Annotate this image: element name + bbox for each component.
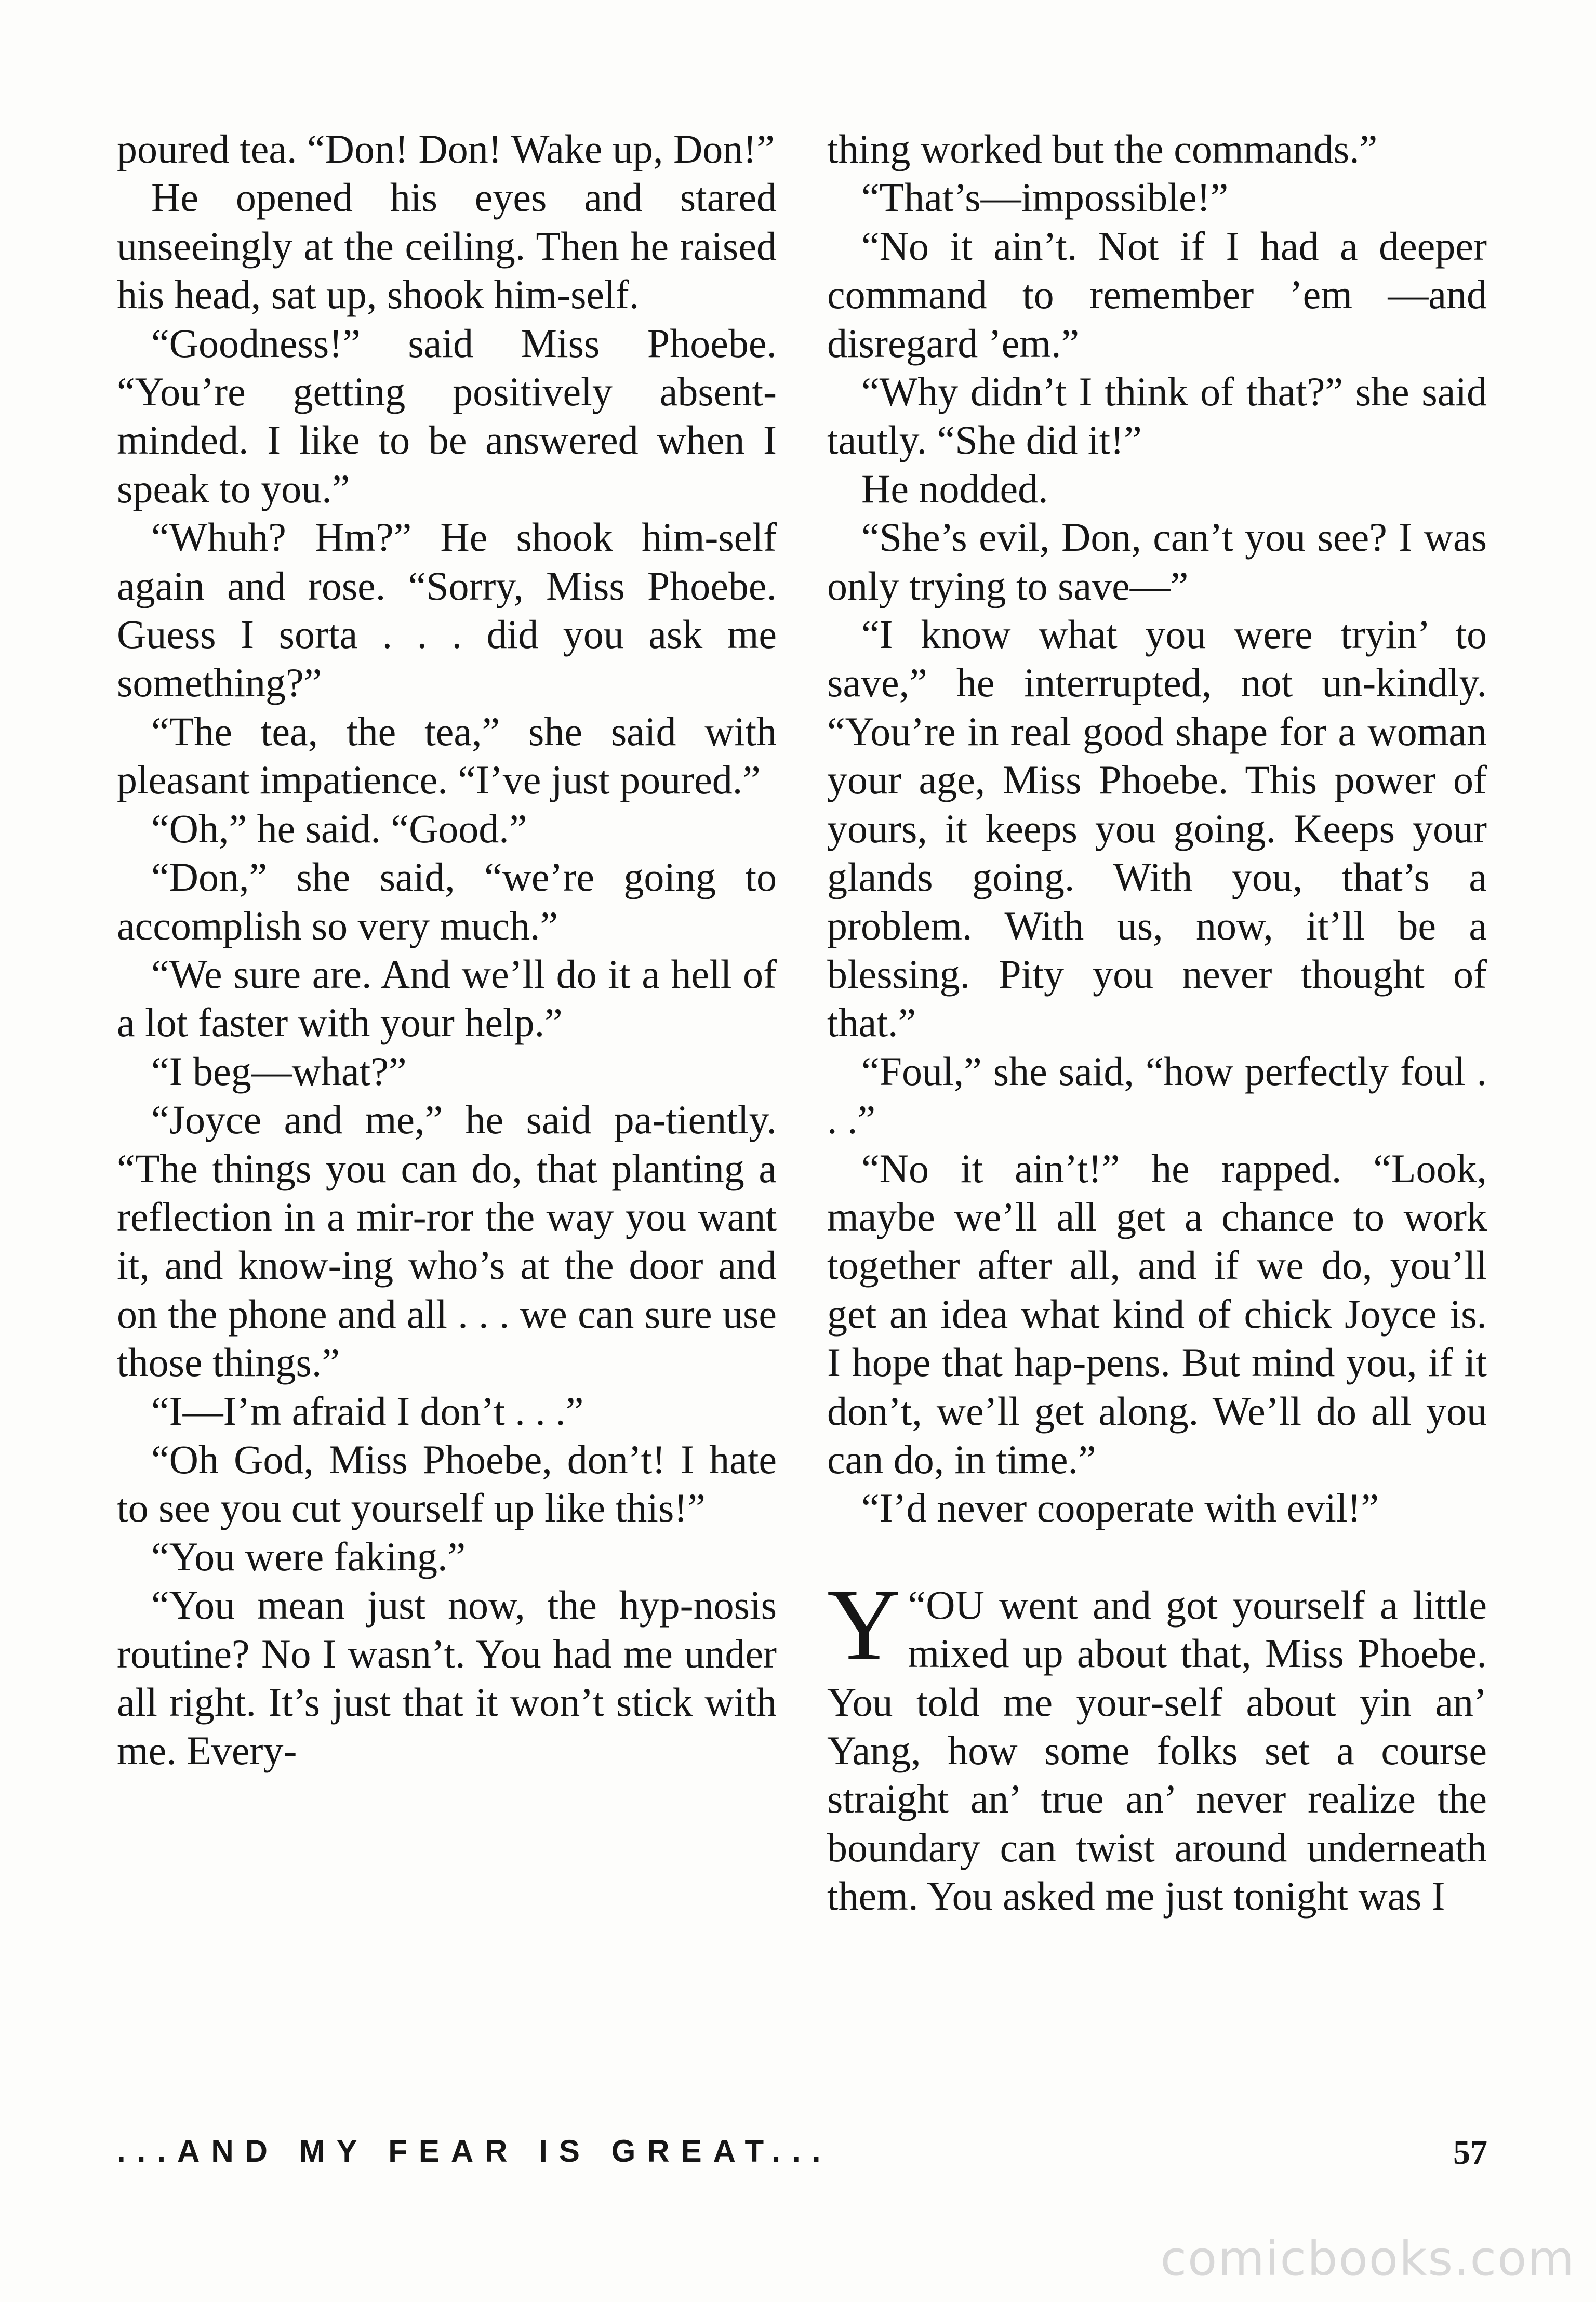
page-number: 57: [1453, 2134, 1487, 2172]
paragraph: “That’s—impossible!”: [861, 175, 1229, 220]
paragraph: “Oh God, Miss Phoebe, don’t! I hate to see you cut yourself up like this!”: [117, 1436, 777, 1531]
section-break-paragraph: [827, 1568, 1487, 1921]
small-caps-lead: OU: [926, 1582, 985, 1628]
paragraph: “I know what you were tryin’ to save,” he interrupted, not un‐kindly. “You’re in real good shape for a woman your age, Miss Phoebe. This power of yours, it keeps you going. Keeps your glands going. With you, that’s a problem. With us, now, it’ll be a blessing. Pity you never thought of that.”: [827, 612, 1487, 1046]
paragraph: “I—I’m afraid I don’t . . .”: [151, 1388, 584, 1434]
paragraph: “Don,” she said, “we’re going to accomplish so very much.”: [117, 854, 777, 948]
paragraph: He opened his eyes and stared unseeingly at the ceiling. Then he raised his head, sat up, shook him‐self.: [117, 175, 777, 317]
paragraph: “Goodness!” said Miss Phoebe. “You’re getting positively absent‐minded. I like to be answered when I speak to you.”: [117, 320, 777, 511]
paragraph: “We sure are. And we’ll do it a hell of a lot faster with your help.”: [117, 951, 777, 1046]
paragraph: “Joyce and me,” he said pa‐tiently. “The things you can do, that planting a reflection in a mir‐ror the way you want it, and know‐ing who’s at the door and on the phone and all . . . we can sure use those things.”: [117, 1097, 777, 1385]
paragraph: “Why didn’t I think of that?” she said tautly. “She did it!”: [827, 369, 1487, 463]
paragraph: thing worked but the commands.”: [827, 126, 1378, 171]
running-head: ...AND MY FEAR IS GREAT...: [117, 2134, 832, 2168]
paragraph: “The tea, the tea,” she said with pleasant impatience. “I’ve just poured.”: [117, 708, 777, 803]
paragraph: “I’d never cooperate with evil!”: [861, 1485, 1379, 1531]
paragraph-text: went and got yourself a little mixed up about that, Miss Phoebe. You told me your‐self about yin an’ Yang, how some folks set a course straight an’ true an’ never realize the boundary can twist around underneath them. You asked me just tonight was I: [827, 1582, 1487, 1919]
paragraph: “You mean just now, the hyp‐nosis routine? No I wasn’t. You had me under all right. It’s just that it won’t stick with me. Every‐: [117, 1582, 777, 1774]
paragraph: “Whuh? Hm?” He shook him‐self again and rose. “Sorry, Miss Phoebe. Guess I sorta . . . did you ask me something?”: [117, 514, 777, 706]
paragraph: poured tea. “Don! Don! Wake up, Don!”: [117, 126, 775, 171]
paragraph: He nodded.: [861, 466, 1048, 511]
paragraph: “Foul,” she said, “how perfectly foul . . .”: [827, 1048, 1487, 1143]
right-text-column: [827, 125, 1487, 1921]
paragraph: “You were faking.”: [151, 1533, 466, 1579]
paragraph: “No it ain’t. Not if I had a deeper command to remember ’em —and disregard ’em.”: [827, 223, 1487, 366]
paragraph: “I beg—what?”: [151, 1048, 407, 1094]
paragraph: “No it ain’t!” he rapped. “Look, maybe we’ll all get a chance to work together after all, and if we do, you’ll get an idea what kind of chick Joyce is. I hope that hap‐pens. But mind you, if it don’t, we’ll get along. We’ll do all you can do, in time.”: [827, 1145, 1487, 1482]
left-text-column: [117, 125, 777, 1775]
paragraph: “Oh,” he said. “Good.”: [151, 805, 527, 851]
watermark: comicbooks.com: [1160, 2231, 1575, 2286]
drop-cap: Y: [827, 1568, 901, 1681]
paragraph: “She’s evil, Don, can’t you see? I was only trying to save—”: [827, 514, 1487, 608]
open-quote: “: [908, 1582, 926, 1628]
